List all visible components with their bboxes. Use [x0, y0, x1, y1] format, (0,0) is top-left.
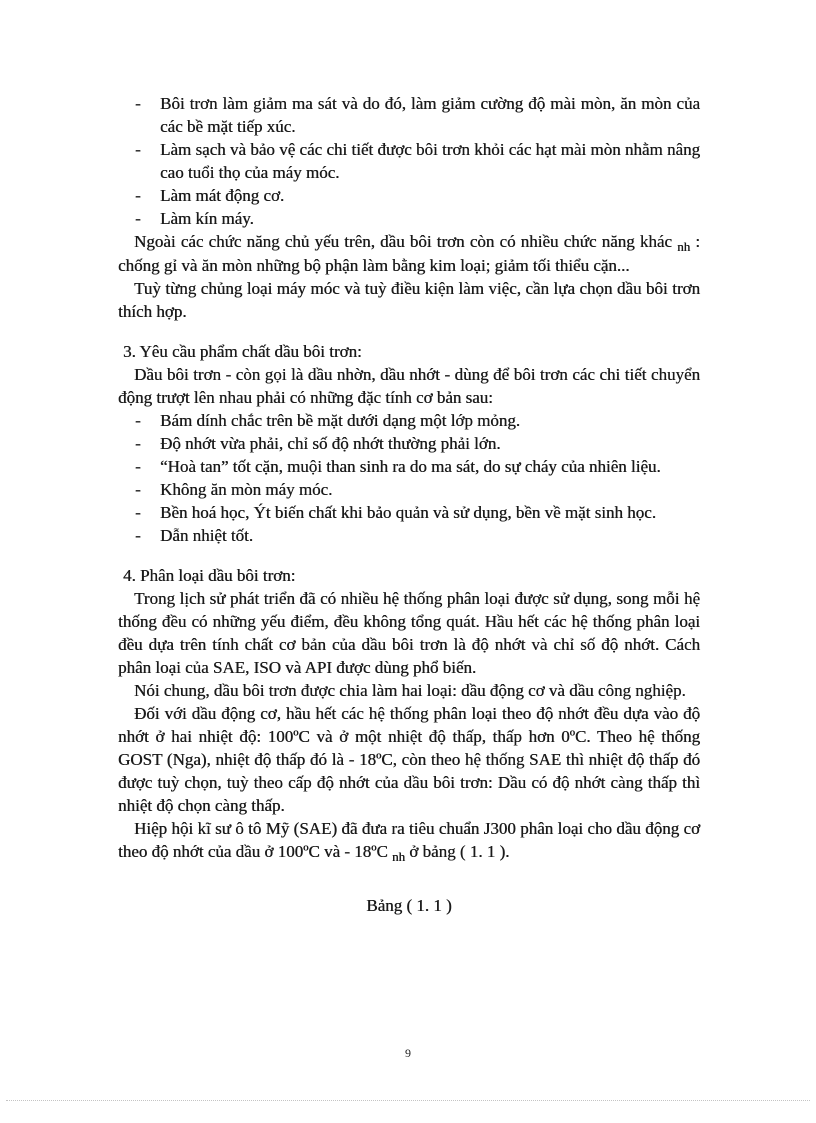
- dash-bullet: -: [135, 140, 141, 159]
- page-number: 9: [405, 1046, 411, 1060]
- list-item-text: Bám dính chắc trên bề mặt dưới dạng một lớp mỏng.: [160, 411, 521, 430]
- list-item: [118, 478, 700, 501]
- footer-dotted-line: [6, 1100, 810, 1101]
- list-item: [118, 524, 700, 547]
- paragraph-other-functions: [118, 230, 700, 277]
- paragraph-dau-boi-tron: Dầu bôi trơn - còn gọi là dầu nhờn, dầu nhớt - dùng để bôi trơn các chi tiết chuyển động trượt lên nhau phải có những đặc tính cơ bản sau:: [118, 365, 700, 407]
- paragraph-text: Ngoài các chức năng chủ yếu trên, dầu bôi trơn còn có nhiều chức năng khác: [134, 232, 678, 251]
- dash-bullet: -: [135, 457, 141, 476]
- section-heading-4: 4. Phân loại dầu bôi trơn:: [123, 566, 296, 585]
- paragraph-trong-lich-su: Trong lịch sử phát triển đã có nhiều hệ thống phân loại được sử dụng, song mỗi hệ thống đều có những yếu điểm, đều không tổng quát. Hầu hết các hệ thống phân loại đều dựa trên tính chất cơ bản của dầu bôi trơn là độ nhớt và chỉ số độ nhớt. Cách phân loại của SAE, ISO và API được dùng phổ biến.: [118, 589, 700, 677]
- list-item-text: Không ăn mòn máy móc.: [160, 480, 333, 499]
- list-item: [118, 501, 700, 524]
- list-item-text: Dẫn nhiệt tốt.: [160, 526, 254, 545]
- list-item: [118, 138, 700, 184]
- dash-bullet: -: [135, 209, 141, 228]
- list-item: [118, 184, 700, 207]
- list-item-text: Làm sạch và bảo vệ các chi tiết được bôi trơn khỏi các hạt mài mòn nhằm nâng cao tuổi thọ của máy móc.: [160, 140, 700, 182]
- dash-bullet: -: [135, 526, 141, 545]
- dash-bullet: -: [135, 434, 141, 453]
- document-content: [118, 92, 700, 917]
- list-item-text: “Hoà tan” tốt cặn, muội than sinh ra do ma sát, do sự cháy của nhiên liệu.: [160, 457, 661, 476]
- functions-list: [118, 92, 700, 230]
- quality-list: [118, 409, 700, 547]
- paragraph-text: ở bảng ( 1. 1 ).: [405, 842, 510, 861]
- list-item: [118, 455, 700, 478]
- dash-bullet: -: [135, 186, 141, 205]
- paragraph-noi-chung: Nói chung, dầu bôi trơn được chia làm hai loại: dầu động cơ và dầu công nghiệp.: [134, 681, 686, 700]
- paragraph-tuy-tung: Tuỳ từng chủng loại máy móc và tuỳ điều kiện làm việc, cần lựa chọn dầu bôi trơn thích hợp.: [118, 279, 700, 321]
- subscript-text: nh: [392, 849, 406, 864]
- list-item-text: Làm kín máy.: [160, 209, 254, 228]
- dash-bullet: -: [135, 94, 141, 113]
- list-item-text: Bôi trơn làm giảm ma sát và do đó, làm giảm cường độ mài mòn, ăn mòn của các bề mặt tiếp xúc.: [160, 94, 700, 136]
- list-item: [118, 409, 700, 432]
- dash-bullet: -: [135, 503, 141, 522]
- list-item: [118, 92, 700, 138]
- list-item: [118, 207, 700, 230]
- list-item-text: Độ nhớt vừa phải, chỉ số độ nhớt thường phải lớn.: [160, 434, 501, 453]
- section-heading-3: 3. Yêu cầu phẩm chất dầu bôi trơn:: [123, 342, 362, 361]
- subscript-text: nh: [677, 239, 691, 254]
- paragraph-text: Hiệp hội kĩ sư ô tô Mỹ (SAE) đã đưa ra tiêu chuẩn J300 phân loại cho dầu động cơ theo độ nhớt của dầu ở 100ºC và - 18ºC: [118, 819, 700, 861]
- paragraph-text: : chống gỉ và ăn mòn những bộ phận làm bằng kim loại; giảm tối thiểu cặn...: [118, 232, 700, 275]
- dash-bullet: -: [135, 480, 141, 499]
- list-item-text: Bền hoá học, Ýt biến chất khi bảo quản và sử dụng, bền về mặt sinh học.: [160, 503, 656, 522]
- dash-bullet: -: [135, 411, 141, 430]
- list-item: [118, 432, 700, 455]
- table-caption: Bảng ( 1. 1 ): [366, 896, 452, 915]
- paragraph-doi-voi: Đối với dầu động cơ, hầu hết các hệ thống phân loại theo độ nhớt đều dựa vào độ nhớt ở hai nhiệt độ: 100ºC và ở một nhiệt độ thấp, thấp hơn 0ºC. Theo hệ thống GOST (Nga), nhiệt độ thấp đó là - 18ºC, còn theo hệ thống SAE thì nhiệt độ thấp đó được tuỳ chọn, tuỳ theo cấp độ nhớt của dầu bôi trơn: Dầu có độ nhớt càng thấp thì nhiệt độ chọn càng thấp.: [118, 704, 700, 815]
- paragraph-hiep-hoi: [118, 817, 700, 864]
- list-item-text: Làm mát động cơ.: [160, 186, 285, 205]
